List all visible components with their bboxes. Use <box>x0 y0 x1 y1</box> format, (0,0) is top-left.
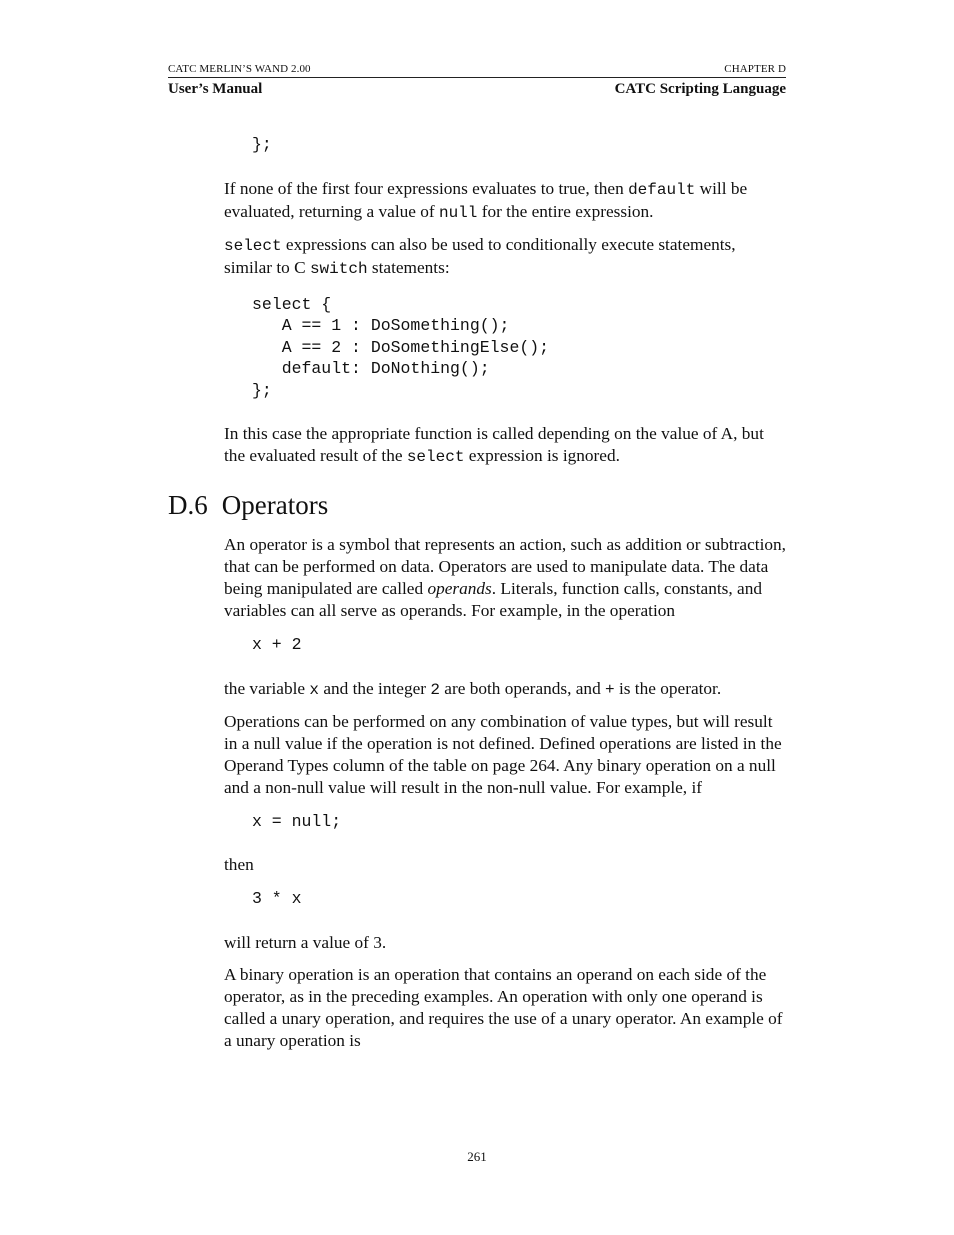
para5-code-2: 2 <box>430 680 440 699</box>
section-body <box>224 534 786 1062</box>
para1-text-3: for the entire expression. <box>477 201 654 221</box>
para1-text-2: will be evaluated, returning a value of <box>224 178 748 221</box>
header-product-title: CATC MERLIN’S WAND 2.00 <box>168 63 311 75</box>
para3-text-2: expression is ignored. <box>464 446 620 465</box>
para5-text-4: is the operator. <box>614 678 722 698</box>
section-number: D.6 <box>168 490 208 520</box>
paragraph-then: then <box>224 855 254 874</box>
code-block-closing: }; <box>252 135 272 154</box>
code-x-null: x = null; <box>252 811 342 831</box>
header-chapter: CHAPTER D <box>724 63 786 75</box>
para1-code-default: default <box>628 180 696 199</box>
header-rule <box>168 77 786 78</box>
para5-text-2: and the integer <box>319 678 431 698</box>
page-body <box>224 134 786 478</box>
para4-text-2: . Literals, function calls, constants, and variables can all serve as operands. For example, in the operation <box>224 579 762 620</box>
header-manual-title: User’s Manual <box>168 81 263 97</box>
para4-text-1: An operator is a symbol that represents an action, such as addition or subtraction, that can be performed on data. Operators are used to manipulate data. The data being manipulated are called <box>224 535 786 598</box>
header-section-title: CATC Scripting Language <box>614 81 786 97</box>
section-heading <box>168 488 328 522</box>
paragraph-binary-unary: A binary operation is an operation that contains an operand on each side of the operator, as in the preceding examples. An operation with only one operand is called a unary operation, and requires the use of a unary operator. An example of a unary operation is <box>224 964 783 1050</box>
para2-text-1: expressions can also be used to conditionally execute statements, similar to C <box>224 234 736 277</box>
paragraph-select-statements <box>224 234 786 280</box>
header-bottom-row <box>168 80 786 98</box>
code-block-select: select { A == 1 : DoSomething(); A == 2 : DoSomethingElse(); default: DoNothing(); }; <box>252 294 550 400</box>
paragraph-select-result <box>224 423 786 468</box>
code-x-plus-2: x + 2 <box>252 635 302 654</box>
page-header <box>168 62 786 98</box>
para4-emphasis-operands: operands <box>427 579 492 598</box>
code-3-times-x: 3 * x <box>252 889 302 908</box>
page-number: 261 <box>467 1149 487 1164</box>
para5-code-plus: + <box>605 680 615 699</box>
para2-text-2: statements: <box>367 257 450 277</box>
paragraph-null-operations: Operations can be performed on any combination of value types, but will result in a null value if the operation is not defined. Defined operations are listed in the Operand Types column of the table on page 264. Any binary operation on a null and a non-null value will result in the non-null value. For example, if <box>224 711 782 797</box>
para5-text-1: the variable <box>224 678 310 698</box>
para5-code-x: x <box>309 680 320 699</box>
paragraph-default-explanation <box>224 178 786 224</box>
para3-code-select: select <box>406 448 465 466</box>
paragraph-operator-definition <box>224 534 786 622</box>
header-top-row <box>168 62 786 76</box>
para5-text-3: are both operands, and <box>439 678 606 698</box>
section-title: Operators <box>221 490 329 520</box>
para1-code-null: null <box>438 203 478 222</box>
para2-code-switch: switch <box>309 259 368 278</box>
paragraph-return-value: will return a value of 3. <box>224 932 387 952</box>
para2-code-select: select <box>224 236 282 255</box>
paragraph-operands-example <box>224 678 786 701</box>
para3-text-1: In this case the appropriate function is called depending on the value of A, but the evaluated result of the <box>224 424 764 465</box>
para1-text-1: If none of the first four expressions evaluates to true, then <box>224 178 629 198</box>
